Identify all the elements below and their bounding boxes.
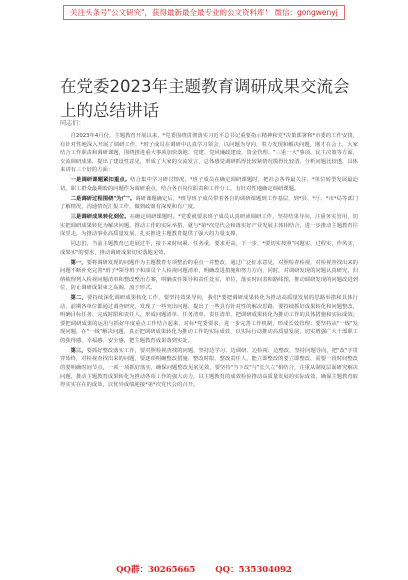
qq-contact-label: QQ：535304092 xyxy=(215,565,292,575)
paragraph: 二是调研过程围绕"为广"。调研课题确定后，*班导班子成员带着各自的调研课题到工作基层，到*县、*厅、*市*局等部门了解情况，沟通情况汇报工作，做到政策有深度和有广度。 xyxy=(60,195,359,211)
section-label: 二是调研过程围绕"为广"。 xyxy=(70,195,136,202)
section-label: 三是调研成果转化到位。 xyxy=(70,214,130,221)
paragraph: 同志们，当前主题教育已进展过半，接下来时间紧、任务重，要求更高，下一步，*要切实按照"问题实，过程实，作风实，成果实"的要求，推动调研成果切实落地见效。 xyxy=(60,241,358,256)
paragraph: 三是调研成果转化到位。在确定调研课题时，*党委就要求班子成员认真研读调研工作，坚持结果导向，注重务实管用，切实把调研成果转化为解决问题、推动工作的实际举措，就与*第*次党代会和落实好产业发展主体相结合，进一步推动主题教育往深里走，为推动事业高质量发展，扎实推进主题教育提供了强大的力量支撑。 xyxy=(60,214,358,238)
promo-banner xyxy=(0,4,408,20)
paragraph: 一是调研课题紧扣重点。结合集中学习研讨情况，*班子成员在确定调研课题时，把社会各界最关注、*单位转型发展最迫切、职工群众最期盼的问题作为调研重点，结合各自岗位职责和工作分工，有针对性地确定调研课题。 xyxy=(60,177,358,192)
promo-banner-text: 关注头条号"公文研究"，获得最新最全最专业的公文资料库！ 微信：gongwenyj xyxy=(63,5,345,20)
paragraph: 自2023年4月份，主题教育开展以来，*党委围绕贯彻落实习近平总书记重要指示精神和党*决策部署和*市委的工作安排，有针对性地深入开展了调研工作，*班子成员在调研中认真学习领会，以问题为导向，着力发现和解决问题，刚才在会上，大家结合工作职责和调研课题，围绕推进重大事项加快落地、党建、党风廉政建设、资金管理、"三重一大"事项、民主决策等方面，交流调研成果，提出了建设性意见，形成了大家的交流发言，总体感觉调研抓得比较紧情况摸得比较清、分析问题比较透，具体来讲有三个好的方面： xyxy=(60,133,358,174)
section-label: 一是调研课题紧扣重点。 xyxy=(70,177,131,184)
section-label: 第二， xyxy=(70,295,88,302)
section-label: 第一， xyxy=(70,259,87,266)
paragraph: 第一，要将调研发现的问题作为主题教育专项整治的重点一并整改，通过广泛征求意见，对照检查检视，对检视查找出来的问题不断补充完善*班子*领导班子和成员个人检视问题清单，明确改进措施和努力方向，同时，对调研发现的问题认真研究，归纳梳理列入检视问题清单和整改整治方案，明确责任领导和责任处室、单位，落实时间表和路线图，推动调研发现的问题改进到位，防止调研成果束之高阁、流于形式。 xyxy=(60,259,358,292)
document-body xyxy=(60,132,358,391)
paragraph: 第三，要抓好整改落实工作，要对照检视查找的问题，坚持边学习、边调研、边检视、边整改，坚持问题导向，把"改"字贯穿始终，对检视查找出来的问题，要逐项明确整改措施、整改时限、整改责任人，能立即整改的要立即整改，需要一段时间整改的要明确时间节点，一项一项抓好落实，确保问题整改见底见效，要坚持"当下改"与"长久立"相结合，注重从制度层面研究解决问题，推动主题教育成果转化为推动各项工作的强大动力，以主题教育的成效检验推动高质量发展的实际成效，确保主题教育取得实实在在的成效，以优异成绩迎接*第*次党代会的召开。 xyxy=(60,347,359,389)
qq-group-label: QQ群：30265665 xyxy=(116,565,196,575)
document-title: 在党委2023年主题教育调研成果交流会上的总结讲话 xyxy=(60,77,350,121)
section-label: 第三， xyxy=(70,347,87,354)
salutation: 同志们： xyxy=(60,120,85,127)
paragraph: 第二，要持续深化调研成果转化工作，要坚持效果导向，我们*要把调研成果转化为推动高质量发展的思路举措和具体行动，前期各单位都通过调查研究，发现了一些突出问题、提出了一些具有针对性的解决思路，要持续抓好成果转化和问题整改，明确目标任务、完成时限和责任人，形成问题清单、任务清单、责任清单，把调研成果转化为推动工作的具体措施和实际成效；要把调研成果的运用与抓好年度重点工作结合起来，对标*党委要求，进一步完善工作机制，形成长效管理；要坚持从"一线"发现问题，在"一线"解决问题，真正把调研成果转化为推动工作的实际成效，以实际行动推动高质量发展，切实增强广大干部职工的获得感、幸福感、安全感，把主题教育成果落到实处。 xyxy=(60,295,359,344)
contact-footer xyxy=(0,562,408,576)
